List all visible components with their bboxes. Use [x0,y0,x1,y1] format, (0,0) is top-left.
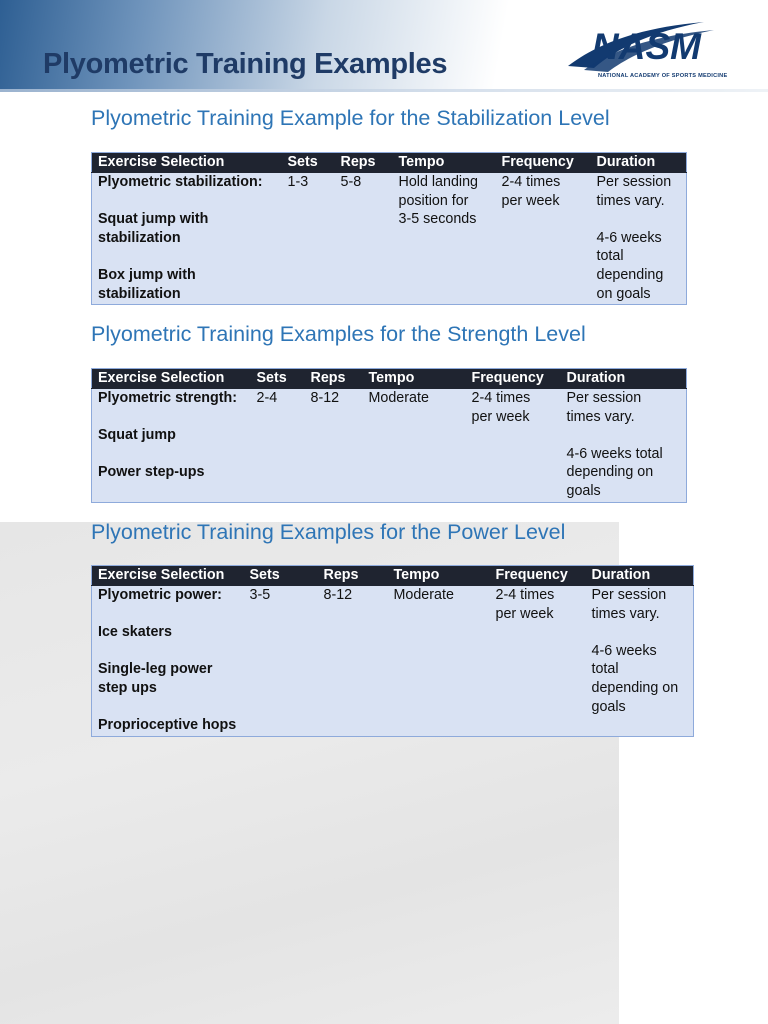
exercise-item: stabilization [98,285,181,302]
duration-line: total [596,248,624,265]
duration-line: Per session [591,587,667,603]
column-header: Tempo [393,153,496,173]
frequency-line: 2-4 times [501,174,561,190]
duration-line: times vary. [566,408,635,425]
column-header: Duration [586,566,694,586]
exercise-item: Single-leg power [98,661,213,678]
table-header-row [92,369,687,389]
column-header: Exercise Selection [92,153,282,173]
stabilization-table [91,152,687,305]
reps-cell: 8-12 [310,390,340,406]
frequency-line: 2-4 times [471,390,531,406]
power-table [91,565,694,737]
exercise-item: Squat jump with [98,211,209,228]
exercise-item: Power step-ups [98,464,205,481]
duration-line: on goals [596,285,651,302]
exercise-item: Ice skaters [98,624,172,641]
exercise-category: Plyometric strength: [98,390,238,406]
exercise-item: Box jump with [98,266,196,283]
table-row [92,173,687,305]
tempo-cell [388,586,490,737]
column-header: Tempo [363,369,466,389]
duration-line: Per session [566,390,642,406]
exercise-cell [92,586,244,737]
exercise-item: step ups [98,679,157,696]
exercise-item: stabilization [98,229,181,246]
nasm-logo [564,16,734,84]
column-header: Sets [282,153,335,173]
table-header-row [92,566,694,586]
frequency-cell [490,586,586,737]
duration-line: times vary. [591,605,660,622]
duration-line: 4-6 weeks total [566,445,663,462]
column-header: Frequency [496,153,591,173]
column-header: Frequency [466,369,561,389]
frequency-cell [496,173,591,305]
table-row [92,389,687,503]
column-header: Reps [335,153,393,173]
frequency-line: per week [495,605,554,622]
page-title: Plyometric Training Examples [43,48,448,80]
tempo-line: Moderate [368,390,429,406]
column-header: Exercise Selection [92,566,244,586]
exercise-cell [92,389,251,503]
logo-wordmark: NASM [592,26,701,67]
duration-line: depending on [591,679,679,696]
tempo-line: 3-5 seconds [398,211,477,228]
column-header: Duration [591,153,687,173]
section-heading-power: Plyometric Training Examples for the Power Level [91,520,566,544]
column-header: Reps [305,369,363,389]
duration-line: goals [591,698,626,715]
duration-line: depending [596,266,664,283]
tempo-line: position for [398,192,469,209]
exercise-category: Plyometric power: [98,587,222,603]
reps-cell: 8-12 [323,587,353,603]
duration-line: times vary. [596,192,665,209]
duration-cell [586,586,694,737]
duration-line: 4-6 weeks [596,229,662,246]
section-heading-stabilization: Plyometric Training Example for the Stabilization Level [91,106,610,130]
exercise-cell [92,173,282,305]
frequency-line: per week [471,408,530,425]
duration-line: 4-6 weeks [591,642,657,659]
column-header: Frequency [490,566,586,586]
exercise-category: Plyometric stabilization: [98,174,263,190]
frequency-cell [466,389,561,503]
tempo-cell [393,173,496,305]
tempo-line: Hold landing [398,174,478,190]
column-header: Duration [561,369,687,389]
duration-line: Per session [596,174,672,190]
tempo-cell [363,389,466,503]
tempo-line: Moderate [393,587,454,603]
section-heading-strength: Plyometric Training Examples for the Strength Level [91,322,586,346]
duration-cell [561,389,687,503]
column-header: Reps [318,566,388,586]
column-header: Sets [244,566,318,586]
reps-cell: 5-8 [340,174,362,190]
duration-line: total [591,661,619,678]
duration-line: goals [566,482,601,499]
duration-line: depending on [566,464,654,481]
column-header: Exercise Selection [92,369,251,389]
duration-cell [591,173,687,305]
column-header: Tempo [388,566,490,586]
exercise-item: Proprioceptive hops [98,717,237,734]
frequency-line: 2-4 times [495,587,555,603]
exercise-item: Squat jump [98,427,176,444]
sets-cell: 1-3 [287,174,309,190]
column-header: Sets [251,369,305,389]
sets-cell: 2-4 [256,390,278,406]
table-header-row [92,153,687,173]
frequency-line: per week [501,192,560,209]
sets-cell: 3-5 [249,587,271,603]
strength-table [91,368,687,503]
logo-subtitle: NATIONAL ACADEMY OF SPORTS MEDICINE [598,73,728,79]
header-divider [0,89,768,92]
table-row [92,586,694,737]
